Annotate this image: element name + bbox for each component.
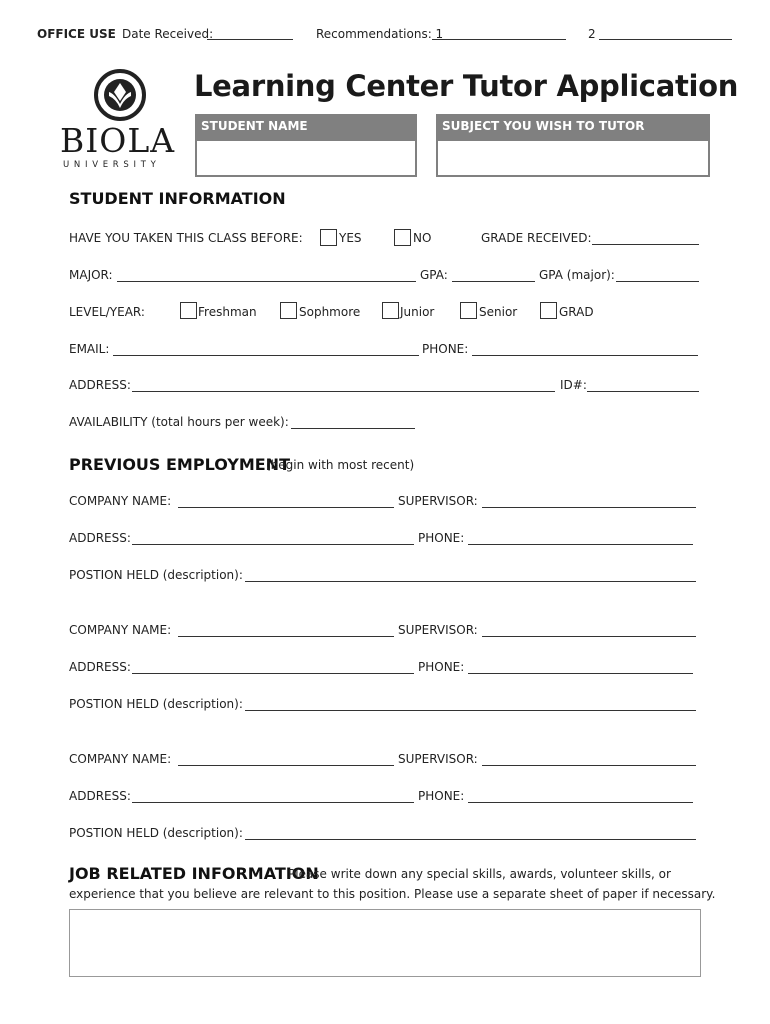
date-received-field[interactable] [207, 39, 293, 40]
recommendation-2-label: 2 [588, 27, 596, 41]
job-info-textarea[interactable] [69, 909, 701, 977]
emp-address-label-1: ADDRESS: [69, 531, 131, 545]
student-name-label: STUDENT NAME [201, 119, 308, 133]
emp-address-field-3[interactable] [132, 802, 414, 803]
id-field[interactable] [587, 391, 699, 392]
position-label-1: POSTION HELD (description): [69, 568, 243, 582]
page-title: Learning Center Tutor Application [194, 69, 739, 103]
company-name-field-3[interactable] [178, 765, 394, 766]
supervisor-field-3[interactable] [482, 765, 696, 766]
emp-phone-field-2[interactable] [468, 673, 693, 674]
yes-label: YES [339, 231, 362, 245]
freshman-label: Freshman [198, 305, 257, 319]
position-field-3[interactable] [245, 839, 696, 840]
supervisor-field-1[interactable] [482, 507, 696, 508]
emp-phone-label-2: PHONE: [418, 660, 465, 674]
supervisor-label-3: SUPERVISOR: [398, 752, 478, 766]
employment-heading: PREVIOUS EMPLOYMENT [69, 455, 290, 474]
biola-seal-icon [93, 68, 147, 122]
company-name-field-2[interactable] [178, 636, 394, 637]
emp-phone-field-1[interactable] [468, 544, 693, 545]
grade-received-field[interactable] [592, 244, 699, 245]
emp-phone-field-3[interactable] [468, 802, 693, 803]
phone-field[interactable] [472, 355, 698, 356]
gpa-major-field[interactable] [616, 281, 699, 282]
supervisor-field-2[interactable] [482, 636, 696, 637]
company-name-label-3: COMPANY NAME: [69, 752, 172, 766]
student-name-header [195, 114, 417, 141]
logo-subtitle: U N I V E R S I T Y [63, 160, 157, 170]
emp-address-field-2[interactable] [132, 673, 414, 674]
emp-address-field-1[interactable] [132, 544, 414, 545]
recommendation-1-field[interactable] [432, 39, 566, 40]
email-field[interactable] [113, 355, 419, 356]
yes-checkbox[interactable] [320, 229, 337, 246]
grad-checkbox[interactable] [540, 302, 557, 319]
grade-received-label: GRADE RECEIVED: [481, 231, 592, 245]
position-label-3: POSTION HELD (description): [69, 826, 243, 840]
emp-address-label-2: ADDRESS: [69, 660, 131, 674]
supervisor-label-1: SUPERVISOR: [398, 494, 478, 508]
logo-wordmark: BIOLA [60, 121, 176, 160]
major-field[interactable] [117, 281, 416, 282]
job-info-heading: JOB RELATED INFORMATION [69, 864, 319, 883]
gpa-major-label: GPA (major): [539, 268, 615, 282]
recommendations-label: Recommendations: 1 [316, 27, 444, 41]
senior-label: Senior [479, 305, 518, 319]
job-info-text-2: experience that you believe are relevant to this position. Please use a separate sheet of paper if necessary. [69, 887, 716, 901]
taken-before-label: HAVE YOU TAKEN THIS CLASS BEFORE: [69, 231, 303, 245]
company-name-label-1: COMPANY NAME: [69, 494, 172, 508]
availability-field[interactable] [291, 428, 415, 429]
emp-phone-label-1: PHONE: [418, 531, 465, 545]
junior-label: Junior [400, 305, 435, 319]
no-label: NO [413, 231, 432, 245]
position-field-2[interactable] [245, 710, 696, 711]
sophmore-label: Sophmore [299, 305, 361, 319]
university-logo [93, 68, 147, 122]
phone-label: PHONE: [422, 342, 469, 356]
company-name-field-1[interactable] [178, 507, 394, 508]
grad-label: GRAD [559, 305, 594, 319]
job-info-text-1: Please write down any special skills, awards, volunteer skills, or [288, 867, 671, 881]
freshman-checkbox[interactable] [180, 302, 197, 319]
senior-checkbox[interactable] [460, 302, 477, 319]
level-year-label: LEVEL/YEAR: [69, 305, 145, 319]
gpa-field[interactable] [452, 281, 535, 282]
supervisor-label-2: SUPERVISOR: [398, 623, 478, 637]
gpa-label: GPA: [420, 268, 448, 282]
subject-field[interactable] [436, 141, 710, 177]
company-name-label-2: COMPANY NAME: [69, 623, 172, 637]
junior-checkbox[interactable] [382, 302, 399, 319]
address-field[interactable] [132, 391, 555, 392]
major-label: MAJOR: [69, 268, 113, 282]
date-received-label: Date Received: [122, 27, 214, 41]
subject-header [436, 114, 710, 141]
email-label: EMAIL: [69, 342, 110, 356]
position-label-2: POSTION HELD (description): [69, 697, 243, 711]
recommendation-2-field[interactable] [599, 39, 732, 40]
student-info-heading: STUDENT INFORMATION [69, 189, 286, 208]
student-name-field[interactable] [195, 141, 417, 177]
id-label: ID#: [560, 378, 587, 392]
office-use-label: OFFICE USE [37, 27, 116, 41]
address-label: ADDRESS: [69, 378, 131, 392]
sophmore-checkbox[interactable] [280, 302, 297, 319]
subject-label: SUBJECT YOU WISH TO TUTOR [442, 119, 645, 133]
emp-phone-label-3: PHONE: [418, 789, 465, 803]
emp-address-label-3: ADDRESS: [69, 789, 131, 803]
employment-heading-note: (begin with most recent) [266, 458, 415, 472]
availability-label: AVAILABILITY (total hours per week): [69, 415, 289, 429]
position-field-1[interactable] [245, 581, 696, 582]
no-checkbox[interactable] [394, 229, 411, 246]
